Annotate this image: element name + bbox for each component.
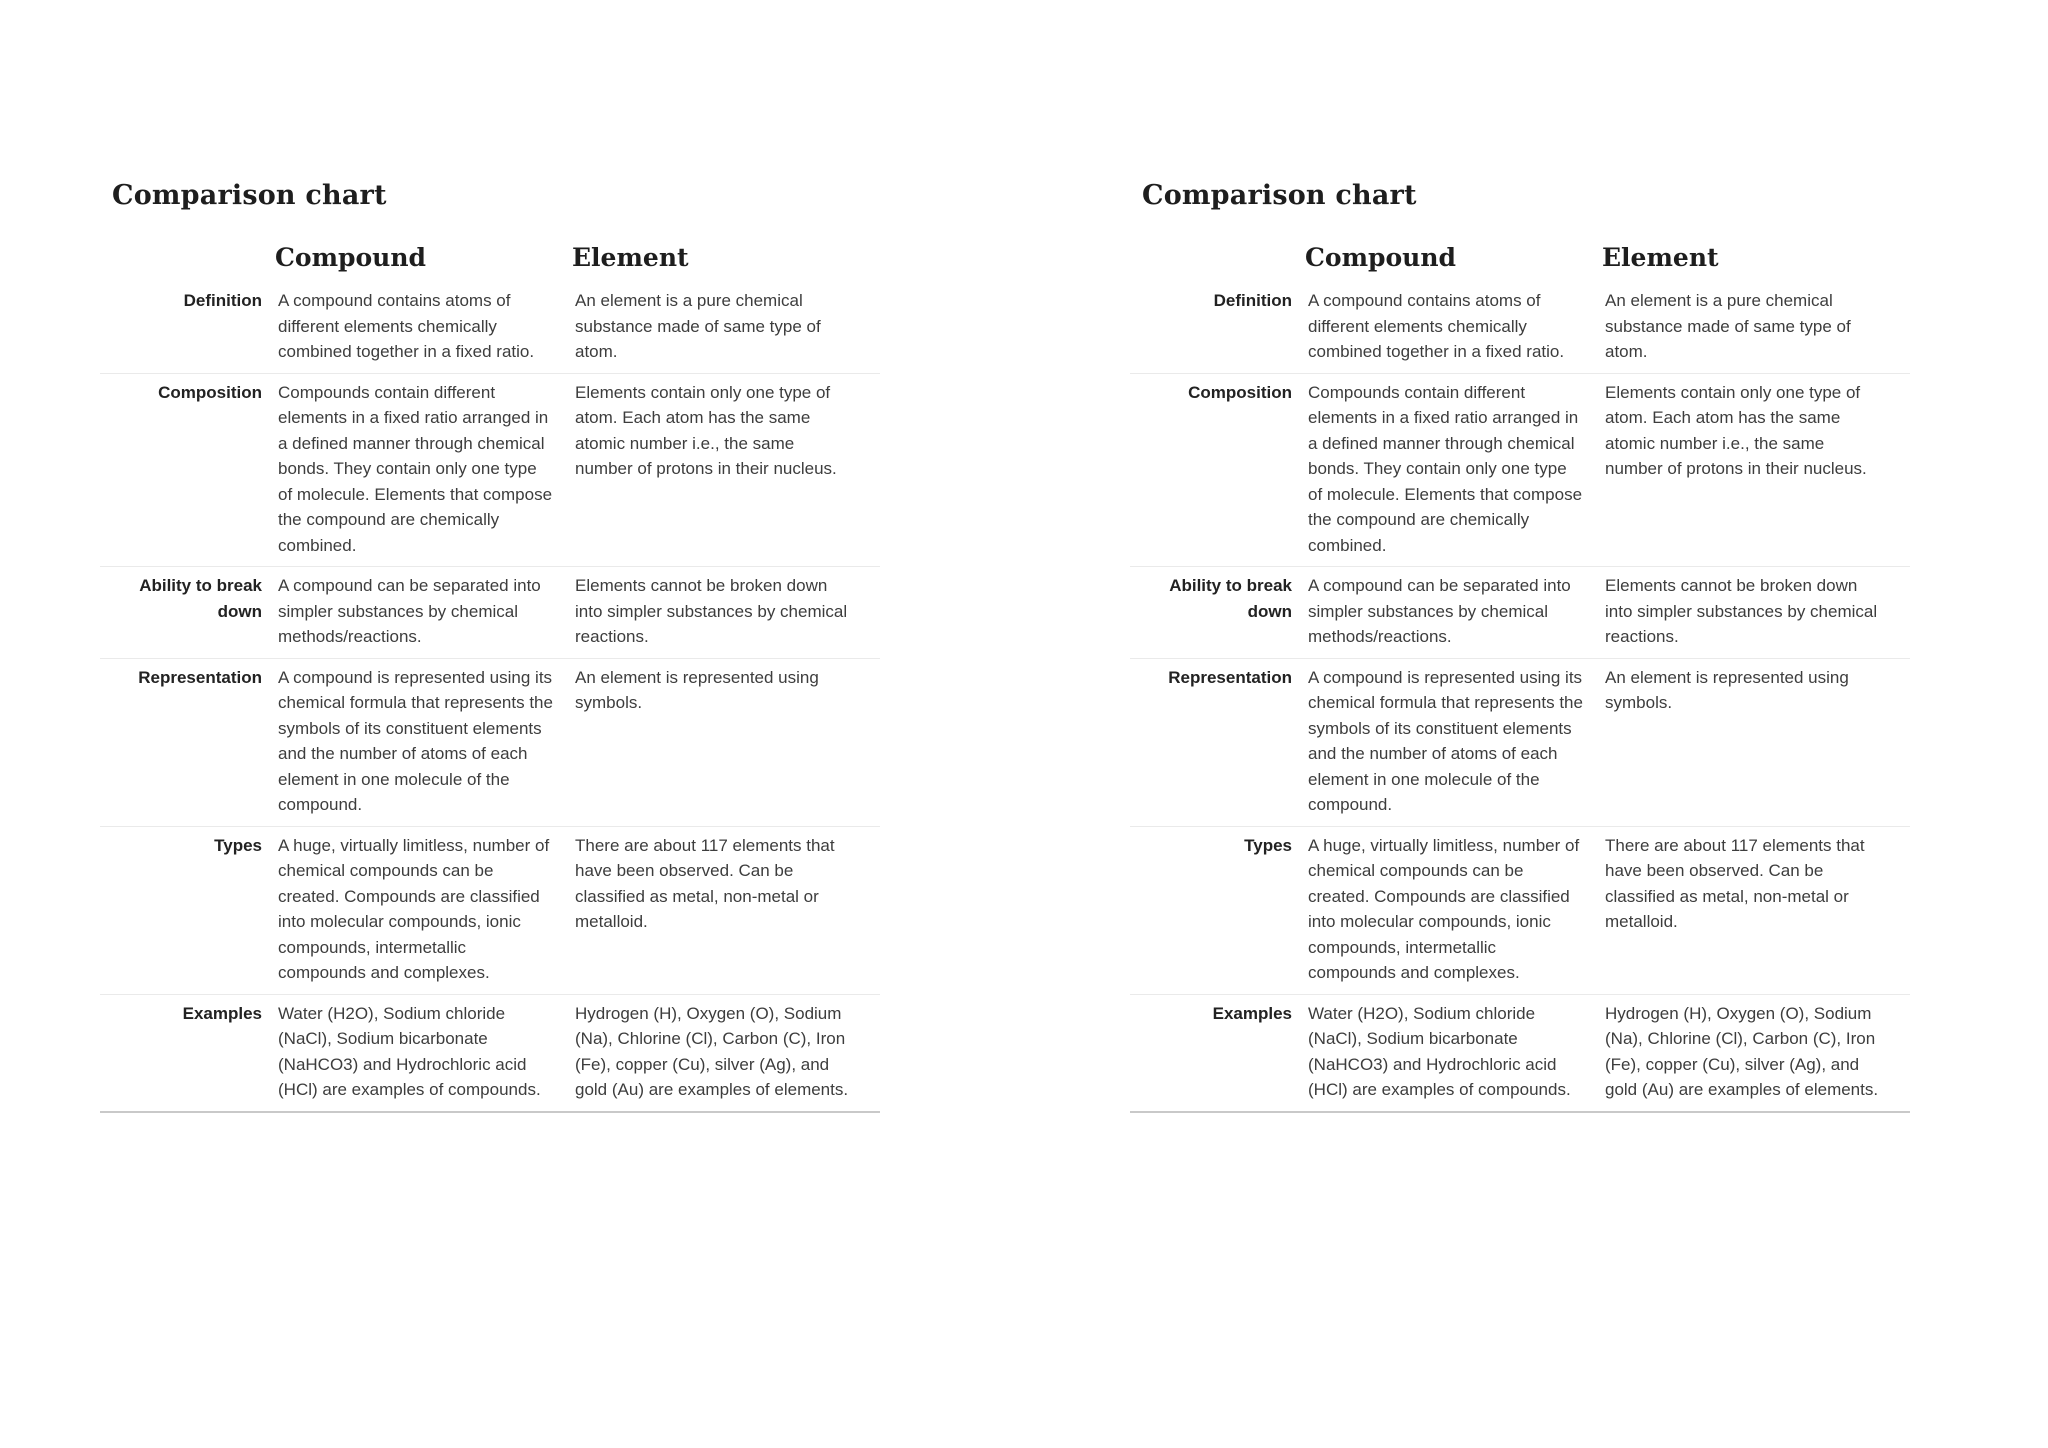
element-cell: Elements cannot be broken down into simpler substances by chemical reactions.: [575, 576, 848, 646]
comparison-panel-right: [1130, 180, 1910, 1113]
row-label: Examples: [182, 1003, 262, 1023]
compound-cell: A compound can be separated into simpler substances by chemical methods/reactions.: [1308, 576, 1571, 646]
table-row: [1130, 374, 1910, 568]
table-row: [100, 567, 880, 659]
compound-cell: Water (H2O), Sodium chloride (NaCl), Sodium bicarbonate (NaHCO3) and Hydrochloric acid (HCl) are examples of compounds.: [278, 1003, 541, 1099]
compound-cell: Water (H2O), Sodium chloride (NaCl), Sodium bicarbonate (NaHCO3) and Hydrochloric acid (HCl) are examples of compounds.: [1308, 1003, 1571, 1099]
compound-cell: A compound contains atoms of different elements chemically combined together in a fixed ratio.: [1308, 291, 1565, 361]
comparison-table: [1130, 243, 1910, 1113]
comparison-table: [100, 243, 880, 1113]
column-header-compound: Compound: [275, 243, 427, 272]
element-cell: There are about 117 elements that have been observed. Can be classified as metal, non-metal or metalloid.: [1605, 835, 1865, 931]
element-cell: Elements cannot be broken down into simpler substances by chemical reactions.: [1605, 576, 1878, 646]
comparison-panel-left: [100, 180, 880, 1113]
compound-cell: A compound contains atoms of different elements chemically combined together in a fixed ratio.: [278, 291, 535, 361]
element-cell: An element is a pure chemical substance made of same type of atom.: [575, 291, 821, 361]
table-row: [100, 827, 880, 995]
element-cell: An element is represented using symbols.: [575, 667, 819, 712]
row-label: Composition: [1188, 382, 1292, 402]
row-label: Ability to break down: [1169, 576, 1292, 621]
element-cell: There are about 117 elements that have been observed. Can be classified as metal, non-metal or metalloid.: [575, 835, 835, 931]
compound-cell: A compound is represented using its chemical formula that represents the symbols of its constituent elements and the number of atoms of each element in one molecule of the compound.: [278, 667, 553, 814]
compound-cell: A compound can be separated into simpler substances by chemical methods/reactions.: [278, 576, 541, 646]
table-row: [100, 374, 880, 568]
element-cell: An element is represented using symbols.: [1605, 667, 1849, 712]
table-header: [1130, 243, 1910, 282]
table-row: [1130, 659, 1910, 827]
table-row: [1130, 995, 1910, 1111]
element-cell: Hydrogen (H), Oxygen (O), Sodium (Na), Chlorine (Cl), Carbon (C), Iron (Fe), copper (Cu), silver (Ag), and gold (Au) are examples of elements.: [575, 1003, 849, 1099]
table-row: [1130, 282, 1910, 374]
table-row: [100, 282, 880, 374]
element-cell: An element is a pure chemical substance made of same type of atom.: [1605, 291, 1851, 361]
compound-cell: Compounds contain different elements in a fixed ratio arranged in a defined manner through chemical bonds. They contain only one type of molecule. Elements that compose the compound are chemically combined.: [1308, 382, 1583, 555]
compound-cell: A huge, virtually limitless, number of chemical compounds can be created. Compounds are classified into molecular compounds, ionic compounds, intermetallic compounds and complexes.: [1308, 835, 1580, 982]
compound-cell: A compound is represented using its chemical formula that represents the symbols of its constituent elements and the number of atoms of each element in one molecule of the compound.: [1308, 667, 1583, 814]
row-label: Representation: [138, 667, 262, 687]
element-cell: Hydrogen (H), Oxygen (O), Sodium (Na), Chlorine (Cl), Carbon (C), Iron (Fe), copper (Cu), silver (Ag), and gold (Au) are examples of elements.: [1605, 1003, 1879, 1099]
row-label: Types: [1244, 835, 1292, 855]
row-label: Definition: [1213, 291, 1292, 310]
table-row: [100, 995, 880, 1111]
table-header: [100, 243, 880, 282]
table-row: [1130, 567, 1910, 659]
chart-title: Comparison chart: [112, 180, 387, 211]
table-row: [100, 659, 880, 827]
row-label: Representation: [1168, 667, 1292, 687]
column-header-compound: Compound: [1305, 243, 1457, 272]
row-label: Definition: [183, 291, 262, 310]
column-header-element: Element: [1602, 243, 1719, 272]
column-header-element: Element: [572, 243, 689, 272]
element-cell: Elements contain only one type of atom. Each atom has the same atomic number i.e., the same number of protons in their nucleus.: [575, 382, 837, 478]
chart-title: Comparison chart: [1142, 180, 1417, 211]
row-label: Composition: [158, 382, 262, 402]
row-label: Ability to break down: [139, 576, 262, 621]
row-label: Examples: [1212, 1003, 1292, 1023]
compound-cell: Compounds contain different elements in a fixed ratio arranged in a defined manner through chemical bonds. They contain only one type of molecule. Elements that compose the compound are chemically combined.: [278, 382, 553, 555]
element-cell: Elements contain only one type of atom. Each atom has the same atomic number i.e., the same number of protons in their nucleus.: [1605, 382, 1867, 478]
row-label: Types: [214, 835, 262, 855]
compound-cell: A huge, virtually limitless, number of chemical compounds can be created. Compounds are classified into molecular compounds, ionic compounds, intermetallic compounds and complexes.: [278, 835, 550, 982]
table-row: [1130, 827, 1910, 995]
